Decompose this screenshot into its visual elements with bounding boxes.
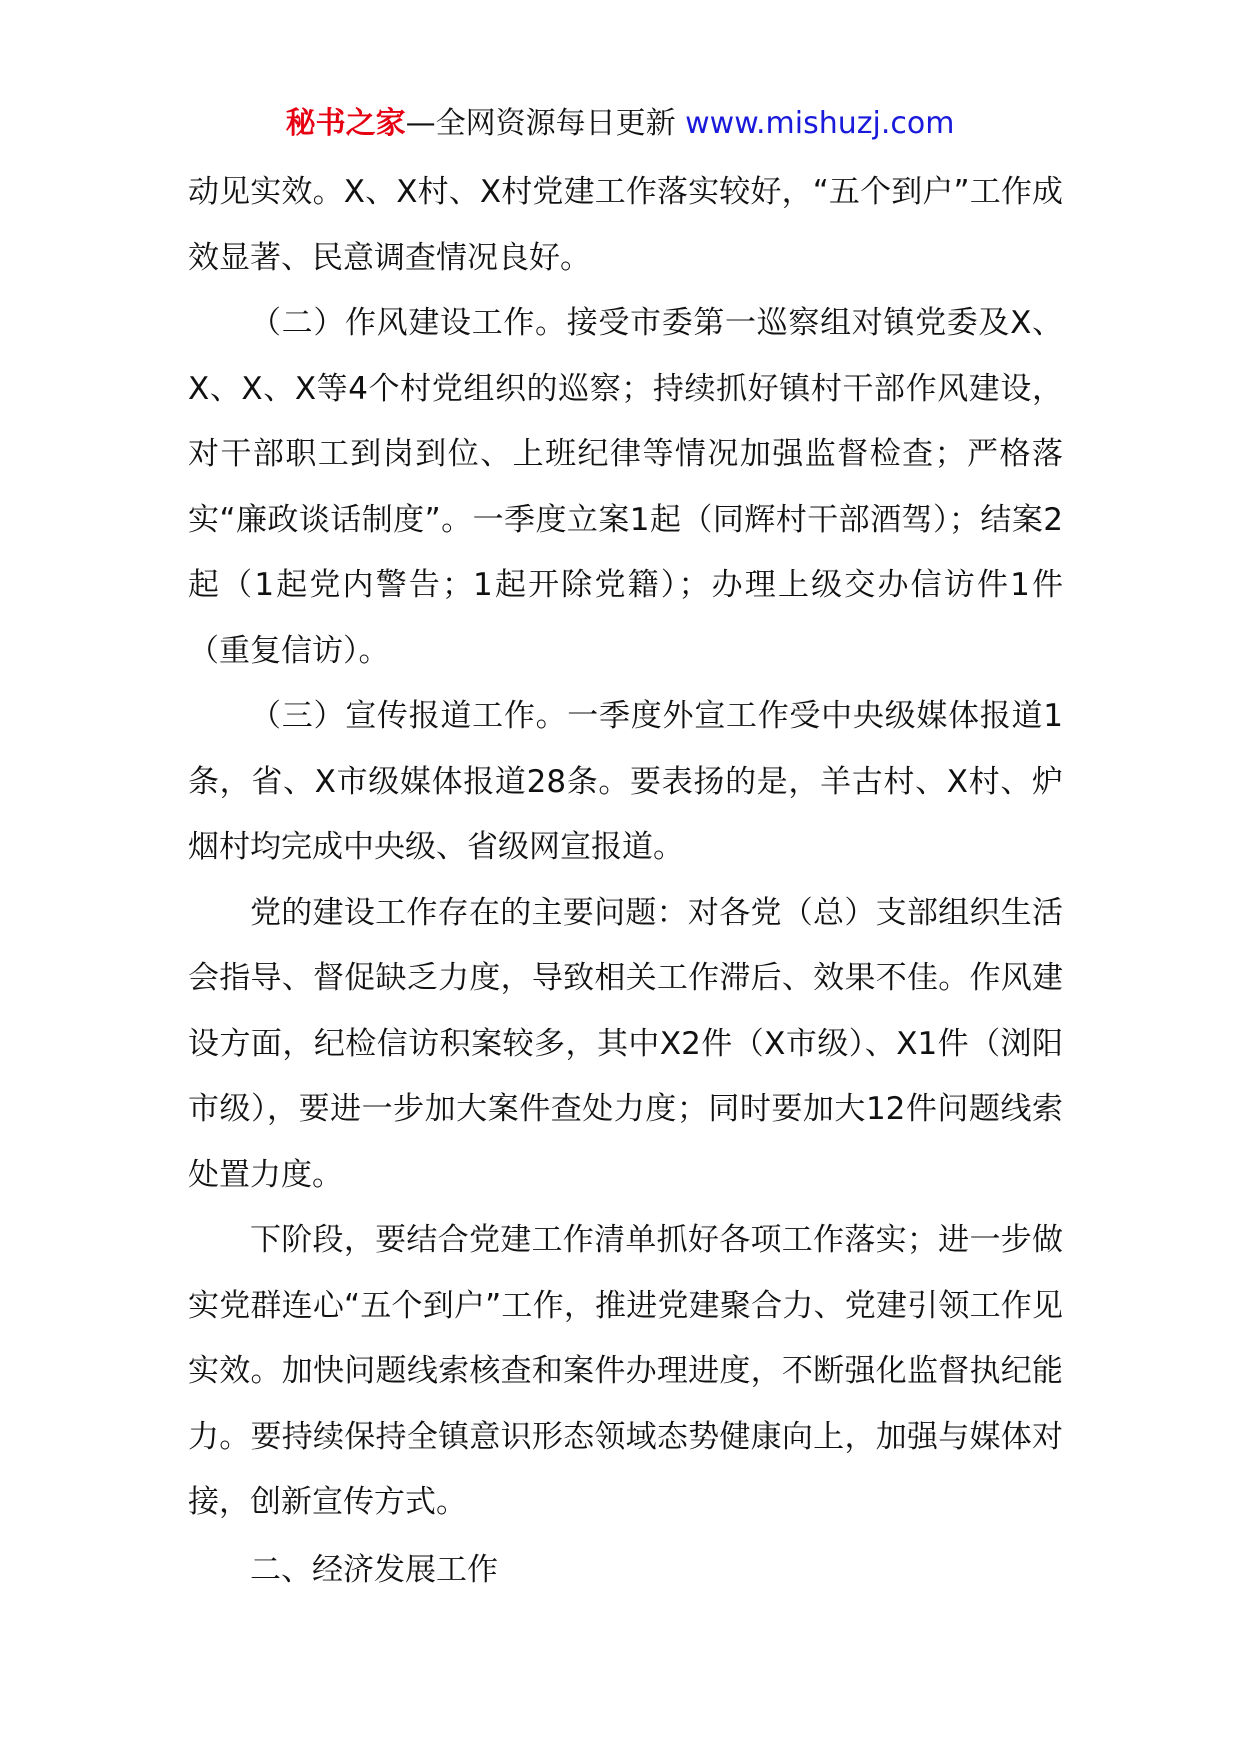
paragraph-next-stage: 下阶段，要结合党建工作清单抓好各项工作落实；进一步做实党群连心“五个到户”工作，推进党建聚合力、党建引领工作见实效。加快问题线索核查和案件办理进度，不断强化监督执纪能力。要持续保持全镇意识形态领域态势健康向上，加强与媒体对接，创新宣传方式。	[188, 1222, 1063, 1520]
paragraph-main-problems: 党的建设工作存在的主要问题：对各党（总）支部组织生活会指导、督促缺乏力度，导致相关工作滞后、效果不佳。作风建设方面，纪检信访积案较多，其中X2件（X市级）、X1件（浏阳市级），要进一步加大案件查处力度；同时要加大12件问题线索处置力度。	[188, 894, 1063, 1193]
paragraph-continuation: 动见实效。X、X村、X村党建工作落实较好，“五个到户”工作成效显著、民意调查情况良好。	[188, 174, 1063, 276]
site-header	[0, 102, 1240, 146]
site-url-link[interactable]: www.mishuzj.com	[685, 106, 955, 141]
section-heading-economic-development: 二、经济发展工作	[250, 1551, 498, 1588]
document-body	[188, 160, 1063, 1603]
header-tagline: —全网资源每日更新	[405, 106, 686, 141]
paragraph-publicity: （三）宣传报道工作。一季度外宣工作受中央级媒体报道1条，省、X市级媒体报道28条。要表扬的是，羊古村、X村、炉烟村均完成中央级、省级网宣报道。	[188, 698, 1063, 865]
paragraph-work-style: （二）作风建设工作。接受市委第一巡察组对镇党委及X、X、X、X等4个村党组织的巡察；持续抓好镇村干部作风建设，对干部职工到岗到位、上班纪律等情况加强监督检查；严格落实“廉政谈话制度”。一季度立案1起（同辉村干部酒驾）；结案2起（1起党内警告；1起开除党籍）；办理上级交办信访件1件（重复信访）。	[188, 305, 1063, 669]
brand-name: 秘书之家	[285, 106, 406, 141]
